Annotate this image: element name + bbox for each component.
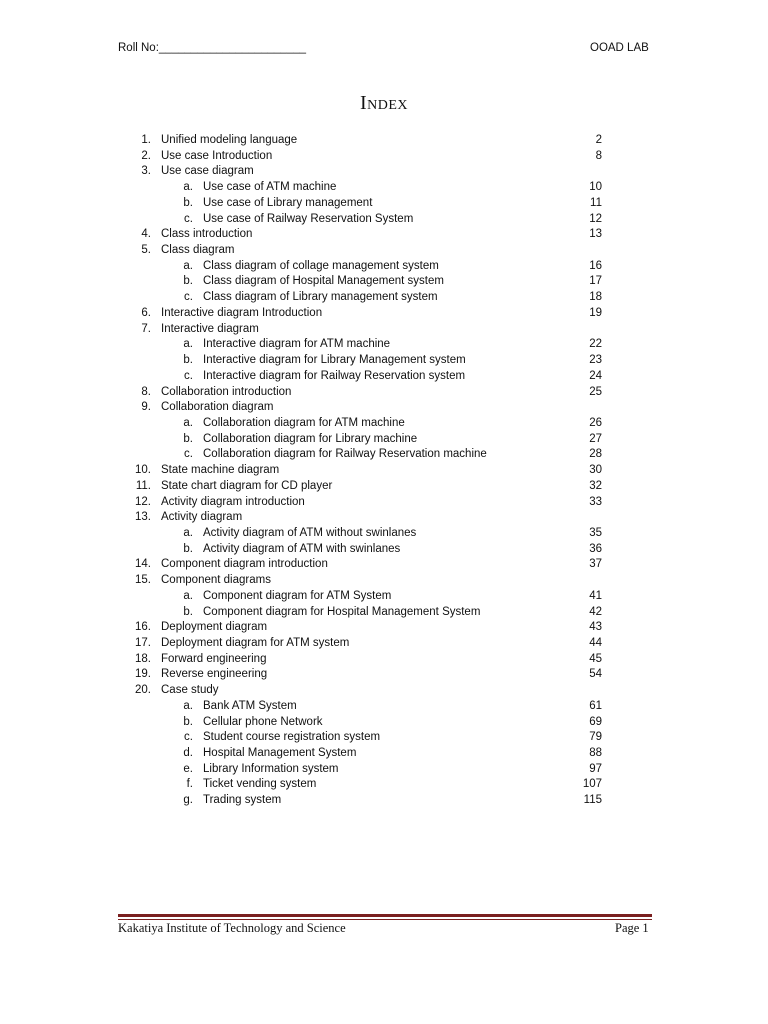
toc-entry-number: c. bbox=[184, 212, 193, 225]
toc-entry-number: b. bbox=[183, 275, 193, 288]
toc-entry-number: 3. bbox=[141, 165, 151, 178]
toc-entry bbox=[0, 557, 768, 573]
toc-entry-title: Deployment diagram bbox=[161, 621, 268, 634]
toc-entry-number: 17. bbox=[135, 637, 151, 649]
toc-entry-title: Activity diagram introduction bbox=[161, 495, 305, 508]
toc-subentry bbox=[0, 212, 768, 228]
toc-entry-page: 69 bbox=[589, 715, 602, 728]
toc-entry-number: c. bbox=[184, 448, 193, 461]
toc-entry-title: Forward engineering bbox=[161, 652, 267, 665]
toc-entry-page: 19 bbox=[589, 306, 602, 319]
toc-entry-page: 107 bbox=[582, 778, 602, 791]
toc-entry-number: a. bbox=[183, 338, 193, 351]
toc-entry-page: 11 bbox=[590, 196, 602, 209]
toc-subentry bbox=[0, 762, 768, 778]
toc-entry-page: 23 bbox=[589, 354, 602, 367]
toc-entry bbox=[0, 149, 768, 165]
lab-name: OOAD LAB bbox=[590, 42, 649, 54]
toc-entry-title: Collaboration diagram for Library machine bbox=[203, 432, 418, 445]
toc-entry bbox=[0, 652, 768, 668]
toc-entry-number: 14. bbox=[135, 558, 151, 571]
toc-entry-page: 115 bbox=[583, 794, 602, 807]
toc-entry-page: 97 bbox=[589, 762, 602, 775]
toc-entry-title: Cellular phone Network bbox=[203, 715, 323, 728]
toc-entry-page: 32 bbox=[589, 479, 602, 492]
toc-entry-number: b. bbox=[183, 605, 193, 618]
toc-subentry bbox=[0, 715, 768, 731]
toc-entry bbox=[0, 683, 768, 699]
toc-subentry bbox=[0, 777, 768, 793]
toc-entry bbox=[0, 306, 768, 322]
toc-entry-page: 27 bbox=[589, 432, 602, 445]
toc-entry bbox=[0, 667, 768, 683]
toc-entry-title: Bank ATM System bbox=[203, 699, 297, 712]
toc-subentry bbox=[0, 432, 768, 448]
toc-entry-page: 2 bbox=[595, 134, 602, 146]
footer-institute: Kakatiya Institute of Technology and Science bbox=[118, 921, 346, 935]
toc-entry-title: Class introduction bbox=[161, 228, 253, 241]
toc-entry-number: 10. bbox=[135, 464, 151, 477]
toc-entry-number: b. bbox=[183, 354, 193, 367]
toc-entry-title: Collaboration diagram for ATM machine bbox=[203, 416, 405, 429]
toc-entry-page: 18 bbox=[589, 291, 602, 304]
toc-entry-page: 37 bbox=[589, 558, 602, 571]
toc-entry bbox=[0, 385, 768, 401]
toc-entry-number: b. bbox=[183, 432, 193, 445]
toc-entry-number: 15. bbox=[135, 574, 151, 587]
toc-entry-number: 9. bbox=[141, 401, 151, 414]
toc-entry bbox=[0, 243, 768, 259]
toc-entry-number: 8. bbox=[141, 385, 151, 398]
toc-entry-number: a. bbox=[183, 259, 193, 272]
toc-subentry bbox=[0, 447, 768, 463]
toc-entry-number: d. bbox=[183, 747, 193, 760]
toc-entry bbox=[0, 322, 768, 338]
toc-entry-title: Use case Introduction bbox=[161, 149, 273, 162]
roll-no-label: Roll No:_______________________ bbox=[118, 42, 307, 54]
table-of-contents bbox=[0, 133, 768, 809]
toc-entry-page: 79 bbox=[589, 731, 602, 744]
toc-entry-number: 6. bbox=[141, 306, 151, 319]
toc-entry bbox=[0, 573, 768, 589]
toc-entry-page: 22 bbox=[589, 338, 602, 351]
toc-subentry bbox=[0, 589, 768, 605]
toc-entry-title: Trading system bbox=[203, 794, 282, 807]
toc-entry-title: Interactive diagram for Library Management system bbox=[203, 354, 466, 367]
toc-entry-title: Interactive diagram for ATM machine bbox=[203, 338, 391, 351]
toc-entry-number: a. bbox=[183, 526, 193, 539]
toc-entry-number: 19. bbox=[135, 668, 151, 681]
toc-subentry bbox=[0, 699, 768, 715]
toc-entry-title: Use case of Library management bbox=[203, 196, 373, 209]
toc-entry-title: Class diagram of Library management system bbox=[203, 291, 438, 304]
footer-page-number: Page 1 bbox=[615, 921, 649, 935]
toc-entry-title: Activity diagram bbox=[161, 511, 243, 524]
toc-entry-number: 7. bbox=[141, 322, 151, 335]
toc-entry-page: 16 bbox=[589, 259, 602, 272]
toc-entry-page: 17 bbox=[589, 275, 602, 288]
toc-subentry bbox=[0, 259, 768, 275]
toc-entry-page: 88 bbox=[589, 747, 602, 760]
toc-entry-number: b. bbox=[183, 542, 193, 555]
toc-entry-number: g. bbox=[183, 794, 193, 807]
toc-subentry bbox=[0, 526, 768, 542]
toc-entry-page: 12 bbox=[589, 212, 602, 225]
toc-entry bbox=[0, 227, 768, 243]
toc-entry-title: Use case diagram bbox=[161, 165, 254, 178]
toc-entry-page: 61 bbox=[589, 699, 602, 712]
toc-entry bbox=[0, 133, 768, 149]
toc-entry-title: Collaboration introduction bbox=[161, 385, 292, 398]
toc-entry-title: Component diagram introduction bbox=[161, 558, 328, 571]
toc-subentry bbox=[0, 274, 768, 290]
toc-entry-page: 54 bbox=[589, 668, 602, 681]
toc-entry-page: 33 bbox=[589, 495, 602, 508]
toc-entry bbox=[0, 510, 768, 526]
toc-entry-title: Activity diagram of ATM without swinlanes bbox=[203, 526, 417, 539]
toc-entry bbox=[0, 495, 768, 511]
toc-entry-title: Class diagram of collage management system bbox=[203, 259, 439, 272]
toc-entry-title: Interactive diagram bbox=[161, 322, 259, 335]
toc-entry bbox=[0, 164, 768, 180]
toc-entry-title: Class diagram of Hospital Management system bbox=[203, 275, 444, 288]
toc-subentry bbox=[0, 416, 768, 432]
toc-entry-title: Ticket vending system bbox=[203, 778, 317, 791]
toc-entry-title: Component diagram for Hospital Management System bbox=[203, 605, 481, 618]
toc-entry-number: a. bbox=[183, 416, 193, 429]
toc-entry bbox=[0, 479, 768, 495]
toc-entry-page: 36 bbox=[589, 542, 602, 555]
toc-entry-number: 11. bbox=[135, 479, 151, 492]
toc-subentry bbox=[0, 180, 768, 196]
toc-entry-page: 8 bbox=[595, 149, 602, 162]
toc-entry-title: Student course registration system bbox=[203, 731, 381, 744]
toc-entry bbox=[0, 463, 768, 479]
toc-entry bbox=[0, 636, 768, 652]
toc-entry-number: a. bbox=[183, 699, 193, 712]
toc-entry-page: 10 bbox=[589, 181, 602, 194]
toc-entry-number: c. bbox=[184, 731, 193, 744]
toc-subentry bbox=[0, 369, 768, 385]
toc-entry-number: 4. bbox=[141, 228, 151, 241]
toc-entry-number: c. bbox=[184, 369, 193, 382]
toc-entry-page: 28 bbox=[589, 448, 602, 461]
toc-entry bbox=[0, 400, 768, 416]
toc-entry-page: 30 bbox=[589, 464, 602, 477]
toc-entry-page: 24 bbox=[589, 369, 602, 382]
toc-entry-number: b. bbox=[183, 196, 193, 209]
toc-entry-page: 41 bbox=[589, 589, 602, 602]
toc-entry-number: 12. bbox=[135, 495, 151, 508]
toc-entry-title: Collaboration diagram bbox=[161, 401, 274, 414]
toc-entry-title: Interactive diagram for Railway Reservation system bbox=[203, 369, 466, 382]
toc-entry-title: Deployment diagram for ATM system bbox=[161, 637, 350, 649]
toc-subentry bbox=[0, 353, 768, 369]
toc-subentry bbox=[0, 605, 768, 621]
footer-rule-thick bbox=[118, 914, 652, 917]
toc-subentry bbox=[0, 290, 768, 306]
toc-entry-title: Activity diagram of ATM with swinlanes bbox=[203, 542, 401, 555]
toc-entry-number: 20. bbox=[135, 684, 151, 697]
toc-entry-title: State chart diagram for CD player bbox=[161, 479, 333, 492]
toc-subentry bbox=[0, 793, 768, 809]
toc-subentry bbox=[0, 196, 768, 212]
toc-entry-title: State machine diagram bbox=[161, 464, 280, 477]
toc-entry-number: e. bbox=[183, 762, 193, 775]
toc-entry-title: Hospital Management System bbox=[203, 747, 357, 760]
toc-subentry bbox=[0, 542, 768, 558]
toc-entry-title: Collaboration diagram for Railway Reservation machine bbox=[203, 448, 487, 461]
toc-entry-number: 1. bbox=[141, 134, 151, 146]
toc-entry-title: Unified modeling language bbox=[161, 134, 298, 146]
toc-entry-page: 35 bbox=[589, 526, 602, 539]
toc-entry-title: Interactive diagram Introduction bbox=[161, 306, 323, 319]
toc-entry-number: 13. bbox=[135, 511, 151, 524]
toc-entry-number: c. bbox=[184, 291, 193, 304]
toc-subentry bbox=[0, 337, 768, 353]
toc-entry-page: 44 bbox=[589, 637, 602, 649]
toc-entry-title: Reverse engineering bbox=[161, 668, 268, 681]
toc-subentry bbox=[0, 730, 768, 746]
toc-entry bbox=[0, 620, 768, 636]
toc-entry-title: Class diagram bbox=[161, 244, 235, 257]
toc-entry-title: Library Information system bbox=[203, 762, 339, 775]
toc-entry-number: f. bbox=[186, 778, 193, 791]
toc-entry-title: Use case of ATM machine bbox=[203, 181, 337, 194]
toc-entry-number: b. bbox=[183, 715, 193, 728]
toc-entry-number: 16. bbox=[135, 621, 151, 634]
toc-entry-page: 13 bbox=[589, 228, 602, 241]
toc-entry-title: Component diagrams bbox=[161, 574, 271, 587]
toc-entry-title: Case study bbox=[161, 684, 219, 697]
toc-entry-page: 43 bbox=[589, 621, 602, 634]
page-title: Index bbox=[359, 92, 409, 114]
toc-entry-page: 25 bbox=[589, 385, 602, 398]
toc-entry-number: a. bbox=[183, 181, 193, 194]
toc-entry-number: 18. bbox=[135, 652, 151, 665]
toc-entry-number: 2. bbox=[141, 149, 151, 162]
toc-entry-number: 5. bbox=[141, 244, 151, 257]
toc-entry-title: Use case of Railway Reservation System bbox=[203, 212, 414, 225]
toc-subentry bbox=[0, 746, 768, 762]
footer-rule-thin bbox=[118, 919, 652, 920]
toc-entry-number: a. bbox=[183, 589, 193, 602]
toc-entry-page: 42 bbox=[589, 605, 602, 618]
toc-entry-title: Component diagram for ATM System bbox=[203, 589, 392, 602]
toc-entry-page: 26 bbox=[589, 416, 602, 429]
toc-entry-page: 45 bbox=[589, 652, 602, 665]
